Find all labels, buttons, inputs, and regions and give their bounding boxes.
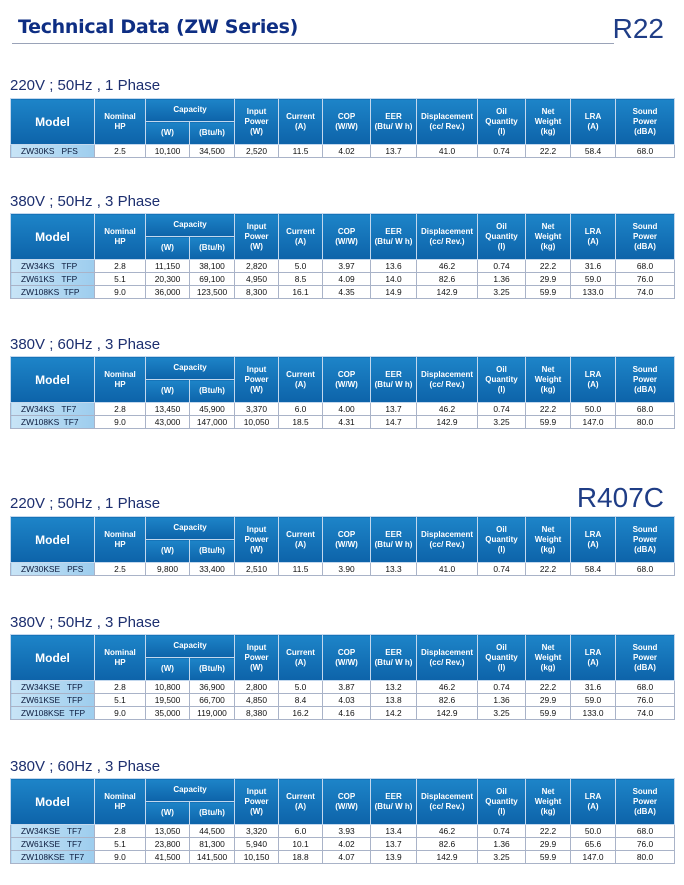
table-cell: 2.5 — [95, 563, 146, 576]
table-cell: 1.36 — [478, 273, 526, 286]
model-cell: ZW108KSE TFP — [11, 707, 95, 720]
table-cell: 65.6 — [571, 838, 616, 851]
column-header-eer: EER (Btu/ W h) — [371, 214, 417, 260]
table-cell: 119,000 — [190, 707, 235, 720]
table-cell: 142.9 — [417, 707, 478, 720]
table-cell: 6.0 — [279, 403, 323, 416]
model-cell: ZW108KS TF7 — [11, 416, 95, 429]
column-header-displacement: Displacement (cc/ Rev.) — [417, 214, 478, 260]
column-header-capacity-btuh: (Btu/h) — [190, 380, 235, 403]
table-cell: 5.0 — [279, 260, 323, 273]
table-cell: 4,850 — [235, 694, 279, 707]
table-cell: 66,700 — [190, 694, 235, 707]
table-cell: 4.35 — [323, 286, 371, 299]
table-row — [11, 851, 675, 864]
table-cell: 68.0 — [616, 825, 675, 838]
column-header-sound-power: Sound Power (dBA) — [616, 517, 675, 563]
table-cell: 3.25 — [478, 851, 526, 864]
table-cell: 2,820 — [235, 260, 279, 273]
column-header-oil-quantity: Oil Quantity (l) — [478, 99, 526, 145]
table-cell: 41.0 — [417, 563, 478, 576]
column-header-nominal-hp: Nominal HP — [95, 635, 146, 681]
table-cell: 22.2 — [526, 563, 571, 576]
table-cell: 59.9 — [526, 851, 571, 864]
column-header-net-weight: Net Weight (kg) — [526, 779, 571, 825]
table-cell: 81,300 — [190, 838, 235, 851]
table-cell: 3.90 — [323, 563, 371, 576]
table-cell: 0.74 — [478, 145, 526, 158]
table-cell: 14.9 — [371, 286, 417, 299]
table-cell: 68.0 — [616, 403, 675, 416]
table-cell: 82.6 — [417, 838, 478, 851]
column-header-input-power: Input Power (W) — [235, 214, 279, 260]
column-header-model: Model — [11, 517, 95, 563]
table-cell: 9.0 — [95, 416, 146, 429]
table-cell: 2.8 — [95, 681, 146, 694]
column-header-displacement: Displacement (cc/ Rev.) — [417, 517, 478, 563]
title-divider — [12, 43, 614, 44]
table-cell: 4.16 — [323, 707, 371, 720]
column-header-model: Model — [11, 779, 95, 825]
table-cell: 76.0 — [616, 838, 675, 851]
table-cell: 2,520 — [235, 145, 279, 158]
table-cell: 2,510 — [235, 563, 279, 576]
table-cell: 133.0 — [571, 286, 616, 299]
column-header-nominal-hp: Nominal HP — [95, 517, 146, 563]
section-heading: 380V ; 60Hz , 3 Phase — [10, 758, 161, 775]
column-header-nominal-hp: Nominal HP — [95, 214, 146, 260]
refrigerant-label-r22: R22 — [612, 13, 664, 44]
table-cell: 4,950 — [235, 273, 279, 286]
column-header-capacity: Capacity — [146, 779, 235, 802]
table-row — [11, 694, 675, 707]
table-cell: 10,100 — [146, 145, 190, 158]
table-cell: 20,300 — [146, 273, 190, 286]
column-header-sound-power: Sound Power (dBA) — [616, 99, 675, 145]
column-header-model: Model — [11, 214, 95, 260]
table-row — [11, 681, 675, 694]
refrigerant-label-r407c: R407C — [576, 482, 664, 513]
column-header-capacity-btuh: (Btu/h) — [190, 540, 235, 563]
column-header-cop: COP (W/W) — [323, 635, 371, 681]
table-cell: 3,320 — [235, 825, 279, 838]
column-header-eer: EER (Btu/ W h) — [371, 779, 417, 825]
column-header-capacity-w: (W) — [146, 380, 190, 403]
column-header-oil-quantity: Oil Quantity (l) — [478, 357, 526, 403]
column-header-capacity-w: (W) — [146, 540, 190, 563]
table-cell: 46.2 — [417, 260, 478, 273]
spec-table-r407c-0 — [10, 516, 675, 576]
table-cell: 59.0 — [571, 694, 616, 707]
column-header-input-power: Input Power (W) — [235, 635, 279, 681]
spec-table-r22-2 — [10, 356, 675, 429]
table-cell: 16.1 — [279, 286, 323, 299]
table-cell: 50.0 — [571, 403, 616, 416]
table-cell: 33,400 — [190, 563, 235, 576]
table-cell: 22.2 — [526, 681, 571, 694]
table-cell: 13.2 — [371, 681, 417, 694]
column-header-net-weight: Net Weight (kg) — [526, 517, 571, 563]
table-cell: 29.9 — [526, 273, 571, 286]
table-cell: 46.2 — [417, 403, 478, 416]
column-header-capacity-w: (W) — [146, 122, 190, 145]
table-cell: 80.0 — [616, 416, 675, 429]
table-cell: 76.0 — [616, 694, 675, 707]
table-cell: 74.0 — [616, 286, 675, 299]
table-cell: 133.0 — [571, 707, 616, 720]
column-header-eer: EER (Btu/ W h) — [371, 357, 417, 403]
table-cell: 11.5 — [279, 563, 323, 576]
table-cell: 19,500 — [146, 694, 190, 707]
column-header-cop: COP (W/W) — [323, 357, 371, 403]
table-cell: 80.0 — [616, 851, 675, 864]
table-cell: 11,150 — [146, 260, 190, 273]
table-cell: 2.8 — [95, 825, 146, 838]
table-cell: 22.2 — [526, 403, 571, 416]
column-header-capacity-btuh: (Btu/h) — [190, 237, 235, 260]
column-header-net-weight: Net Weight (kg) — [526, 635, 571, 681]
model-cell: ZW34KS TFP — [11, 260, 95, 273]
column-header-capacity-btuh: (Btu/h) — [190, 802, 235, 825]
column-header-lra: LRA (A) — [571, 214, 616, 260]
table-cell: 13,450 — [146, 403, 190, 416]
section-heading: 220V ; 50Hz , 1 Phase — [10, 77, 161, 94]
column-header-lra: LRA (A) — [571, 779, 616, 825]
table-cell: 3.93 — [323, 825, 371, 838]
table-cell: 10.1 — [279, 838, 323, 851]
table-cell: 13.7 — [371, 145, 417, 158]
table-cell: 41,500 — [146, 851, 190, 864]
column-header-cop: COP (W/W) — [323, 214, 371, 260]
model-cell: ZW34KSE TF7 — [11, 825, 95, 838]
model-cell: ZW30KS PFS — [11, 145, 95, 158]
table-cell: 13.8 — [371, 694, 417, 707]
table-cell: 43,000 — [146, 416, 190, 429]
table-cell: 8.5 — [279, 273, 323, 286]
table-cell: 147.0 — [571, 416, 616, 429]
table-cell: 46.2 — [417, 825, 478, 838]
table-cell: 59.9 — [526, 416, 571, 429]
column-header-cop: COP (W/W) — [323, 99, 371, 145]
column-header-capacity-btuh: (Btu/h) — [190, 122, 235, 145]
table-cell: 31.6 — [571, 681, 616, 694]
table-cell: 4.07 — [323, 851, 371, 864]
table-cell: 2.5 — [95, 145, 146, 158]
table-cell: 5,940 — [235, 838, 279, 851]
column-header-oil-quantity: Oil Quantity (l) — [478, 214, 526, 260]
column-header-capacity-w: (W) — [146, 658, 190, 681]
column-header-displacement: Displacement (cc/ Rev.) — [417, 357, 478, 403]
table-row — [11, 286, 675, 299]
column-header-input-power: Input Power (W) — [235, 99, 279, 145]
table-cell: 14.2 — [371, 707, 417, 720]
column-header-lra: LRA (A) — [571, 517, 616, 563]
section-heading: 380V ; 50Hz , 3 Phase — [10, 193, 161, 210]
table-cell: 13.7 — [371, 838, 417, 851]
column-header-capacity: Capacity — [146, 357, 235, 380]
table-cell: 1.36 — [478, 694, 526, 707]
table-cell: 123,500 — [190, 286, 235, 299]
column-header-eer: EER (Btu/ W h) — [371, 635, 417, 681]
table-cell: 3.25 — [478, 416, 526, 429]
column-header-current: Current (A) — [279, 779, 323, 825]
table-cell: 10,800 — [146, 681, 190, 694]
column-header-input-power: Input Power (W) — [235, 357, 279, 403]
model-cell: ZW108KSE TF7 — [11, 851, 95, 864]
column-header-input-power: Input Power (W) — [235, 779, 279, 825]
table-cell: 13.4 — [371, 825, 417, 838]
table-cell: 147.0 — [571, 851, 616, 864]
table-cell: 23,800 — [146, 838, 190, 851]
column-header-eer: EER (Btu/ W h) — [371, 517, 417, 563]
column-header-eer: EER (Btu/ W h) — [371, 99, 417, 145]
table-cell: 0.74 — [478, 825, 526, 838]
table-cell: 82.6 — [417, 273, 478, 286]
model-cell: ZW61KSE TF7 — [11, 838, 95, 851]
column-header-current: Current (A) — [279, 635, 323, 681]
table-cell: 29.9 — [526, 694, 571, 707]
column-header-cop: COP (W/W) — [323, 517, 371, 563]
table-cell: 0.74 — [478, 403, 526, 416]
column-header-net-weight: Net Weight (kg) — [526, 99, 571, 145]
column-header-capacity: Capacity — [146, 99, 235, 122]
column-header-sound-power: Sound Power (dBA) — [616, 214, 675, 260]
column-header-capacity: Capacity — [146, 635, 235, 658]
table-cell: 9.0 — [95, 286, 146, 299]
table-cell: 13.7 — [371, 403, 417, 416]
table-cell: 50.0 — [571, 825, 616, 838]
table-row — [11, 416, 675, 429]
table-cell: 68.0 — [616, 260, 675, 273]
table-cell: 142.9 — [417, 286, 478, 299]
spec-table-r22-0 — [10, 98, 675, 158]
table-cell: 18.5 — [279, 416, 323, 429]
table-cell: 22.2 — [526, 825, 571, 838]
table-cell: 4.02 — [323, 145, 371, 158]
table-cell: 22.2 — [526, 145, 571, 158]
table-cell: 0.74 — [478, 681, 526, 694]
table-cell: 68.0 — [616, 563, 675, 576]
table-cell: 3.25 — [478, 286, 526, 299]
table-cell: 35,000 — [146, 707, 190, 720]
table-cell: 74.0 — [616, 707, 675, 720]
table-cell: 5.1 — [95, 838, 146, 851]
table-cell: 36,000 — [146, 286, 190, 299]
column-header-nominal-hp: Nominal HP — [95, 99, 146, 145]
table-cell: 13.3 — [371, 563, 417, 576]
column-header-nominal-hp: Nominal HP — [95, 357, 146, 403]
column-header-lra: LRA (A) — [571, 357, 616, 403]
table-row — [11, 563, 675, 576]
section-heading: 380V ; 50Hz , 3 Phase — [10, 614, 161, 631]
column-header-current: Current (A) — [279, 517, 323, 563]
table-row — [11, 707, 675, 720]
table-cell: 2.8 — [95, 260, 146, 273]
table-cell: 3.97 — [323, 260, 371, 273]
page-title: Technical Data (ZW Series) — [18, 16, 299, 38]
column-header-net-weight: Net Weight (kg) — [526, 214, 571, 260]
table-cell: 44,500 — [190, 825, 235, 838]
table-cell: 6.0 — [279, 825, 323, 838]
table-cell: 13.6 — [371, 260, 417, 273]
table-cell: 13,050 — [146, 825, 190, 838]
table-cell: 4.09 — [323, 273, 371, 286]
table-row — [11, 273, 675, 286]
column-header-capacity-btuh: (Btu/h) — [190, 658, 235, 681]
model-cell: ZW61KS TFP — [11, 273, 95, 286]
table-cell: 3,370 — [235, 403, 279, 416]
column-header-oil-quantity: Oil Quantity (l) — [478, 517, 526, 563]
table-cell: 3.87 — [323, 681, 371, 694]
table-cell: 9.0 — [95, 851, 146, 864]
table-cell: 5.1 — [95, 273, 146, 286]
column-header-model: Model — [11, 357, 95, 403]
table-cell: 58.4 — [571, 563, 616, 576]
column-header-input-power: Input Power (W) — [235, 517, 279, 563]
column-header-sound-power: Sound Power (dBA) — [616, 779, 675, 825]
table-cell: 8,300 — [235, 286, 279, 299]
table-cell: 5.0 — [279, 681, 323, 694]
column-header-oil-quantity: Oil Quantity (l) — [478, 635, 526, 681]
table-cell: 1.36 — [478, 838, 526, 851]
column-header-capacity: Capacity — [146, 214, 235, 237]
table-cell: 4.03 — [323, 694, 371, 707]
table-cell: 142.9 — [417, 851, 478, 864]
column-header-net-weight: Net Weight (kg) — [526, 357, 571, 403]
table-row — [11, 825, 675, 838]
table-cell: 18.8 — [279, 851, 323, 864]
table-cell: 4.00 — [323, 403, 371, 416]
table-cell: 45,900 — [190, 403, 235, 416]
table-cell: 8,380 — [235, 707, 279, 720]
table-cell: 34,500 — [190, 145, 235, 158]
table-cell: 76.0 — [616, 273, 675, 286]
section-heading: 380V ; 60Hz , 3 Phase — [10, 336, 161, 353]
table-cell: 10,150 — [235, 851, 279, 864]
column-header-capacity: Capacity — [146, 517, 235, 540]
table-cell: 59.9 — [526, 707, 571, 720]
spec-table-r22-1 — [10, 213, 675, 299]
table-cell: 46.2 — [417, 681, 478, 694]
table-cell: 41.0 — [417, 145, 478, 158]
table-row — [11, 838, 675, 851]
table-cell: 2,800 — [235, 681, 279, 694]
table-cell: 14.0 — [371, 273, 417, 286]
spec-table-r407c-1 — [10, 634, 675, 720]
table-row — [11, 145, 675, 158]
table-cell: 69,100 — [190, 273, 235, 286]
table-cell: 68.0 — [616, 681, 675, 694]
table-cell: 147,000 — [190, 416, 235, 429]
table-row — [11, 403, 675, 416]
table-cell: 8.4 — [279, 694, 323, 707]
column-header-oil-quantity: Oil Quantity (l) — [478, 779, 526, 825]
table-cell: 31.6 — [571, 260, 616, 273]
table-cell: 2.8 — [95, 403, 146, 416]
column-header-current: Current (A) — [279, 214, 323, 260]
column-header-capacity-w: (W) — [146, 802, 190, 825]
table-cell: 3.25 — [478, 707, 526, 720]
table-cell: 4.31 — [323, 416, 371, 429]
table-row — [11, 260, 675, 273]
model-cell: ZW108KS TFP — [11, 286, 95, 299]
table-cell: 5.1 — [95, 694, 146, 707]
table-cell: 59.9 — [526, 286, 571, 299]
model-cell: ZW30KSE PFS — [11, 563, 95, 576]
table-cell: 16.2 — [279, 707, 323, 720]
column-header-cop: COP (W/W) — [323, 779, 371, 825]
table-cell: 68.0 — [616, 145, 675, 158]
column-header-displacement: Displacement (cc/ Rev.) — [417, 779, 478, 825]
table-cell: 38,100 — [190, 260, 235, 273]
column-header-model: Model — [11, 635, 95, 681]
table-cell: 29.9 — [526, 838, 571, 851]
table-cell: 36,900 — [190, 681, 235, 694]
table-cell: 59.0 — [571, 273, 616, 286]
table-cell: 10,050 — [235, 416, 279, 429]
model-cell: ZW34KSE TFP — [11, 681, 95, 694]
column-header-current: Current (A) — [279, 99, 323, 145]
table-cell: 141,500 — [190, 851, 235, 864]
table-cell: 58.4 — [571, 145, 616, 158]
table-cell: 0.74 — [478, 563, 526, 576]
column-header-lra: LRA (A) — [571, 635, 616, 681]
table-cell: 9.0 — [95, 707, 146, 720]
column-header-capacity-w: (W) — [146, 237, 190, 260]
table-cell: 0.74 — [478, 260, 526, 273]
column-header-model: Model — [11, 99, 95, 145]
model-cell: ZW61KSE TFP — [11, 694, 95, 707]
table-cell: 82.6 — [417, 694, 478, 707]
model-cell: ZW34KS TF7 — [11, 403, 95, 416]
column-header-displacement: Displacement (cc/ Rev.) — [417, 635, 478, 681]
table-cell: 22.2 — [526, 260, 571, 273]
column-header-sound-power: Sound Power (dBA) — [616, 357, 675, 403]
column-header-displacement: Displacement (cc/ Rev.) — [417, 99, 478, 145]
table-cell: 142.9 — [417, 416, 478, 429]
table-cell: 13.9 — [371, 851, 417, 864]
column-header-sound-power: Sound Power (dBA) — [616, 635, 675, 681]
section-heading: 220V ; 50Hz , 1 Phase — [10, 495, 161, 512]
table-cell: 4.02 — [323, 838, 371, 851]
column-header-nominal-hp: Nominal HP — [95, 779, 146, 825]
column-header-lra: LRA (A) — [571, 99, 616, 145]
table-cell: 9,800 — [146, 563, 190, 576]
table-cell: 11.5 — [279, 145, 323, 158]
spec-table-r407c-2 — [10, 778, 675, 864]
table-cell: 14.7 — [371, 416, 417, 429]
column-header-current: Current (A) — [279, 357, 323, 403]
